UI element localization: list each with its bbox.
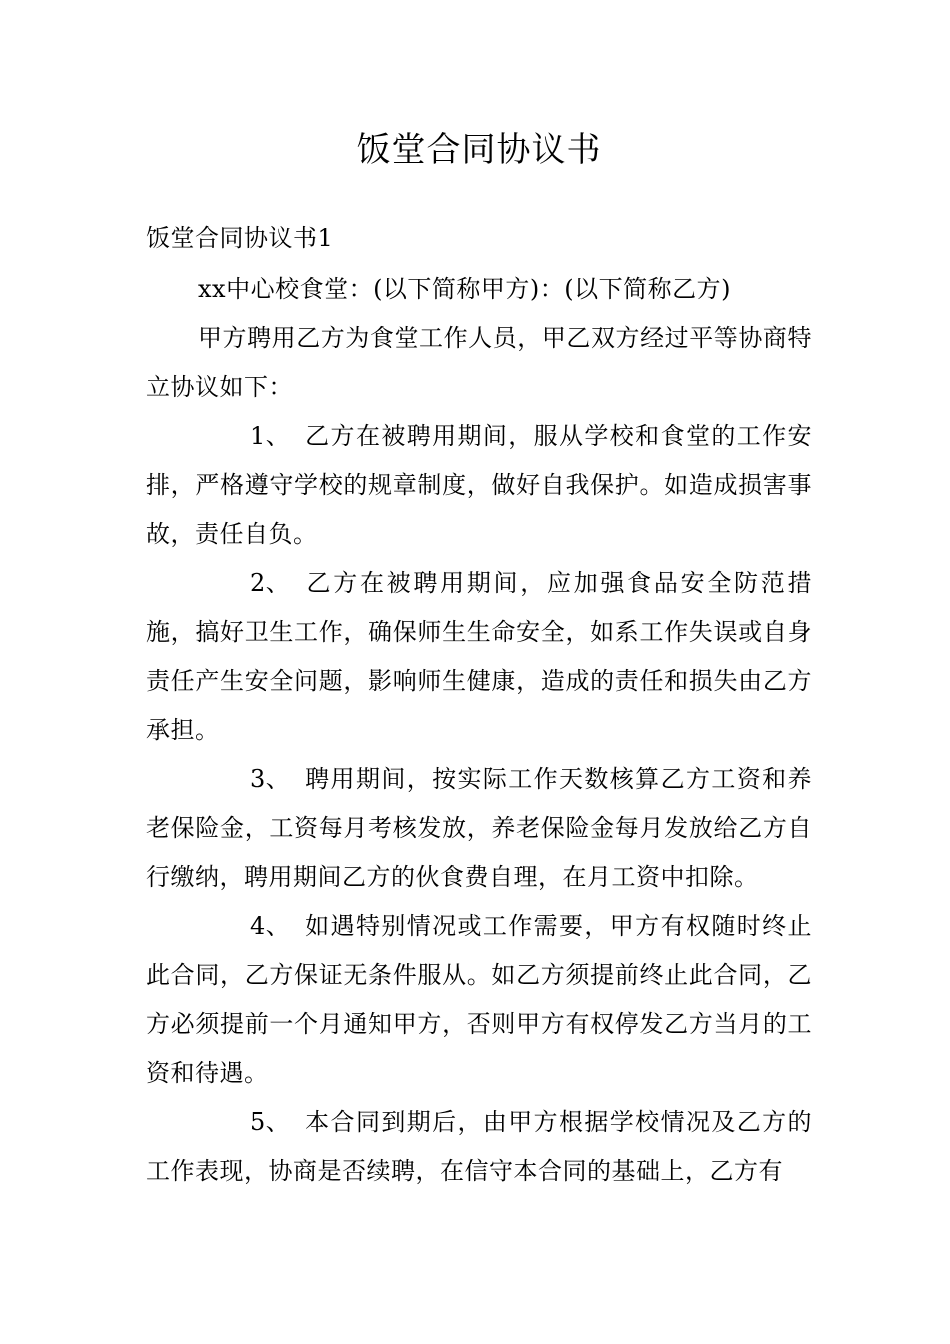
clause-number: 1、 [250, 422, 291, 450]
clause-number: 3、 [250, 765, 291, 793]
clause-text: 乙方在被聘用期间，应加强食品安全防范措施，搞好卫生工作，确保师生生命安全，如系工作失误或自身责任产生安全问题，影响师生健康，造成的责任和损失由乙方承担。 [146, 569, 812, 744]
clause-2 [146, 559, 812, 755]
clause-1 [146, 412, 812, 559]
clause-number: 4、 [250, 912, 291, 940]
intro-paragraph: 甲方聘用乙方为食堂工作人员，甲乙双方经过平等协商特立协议如下： [146, 324, 812, 401]
section-heading: 饭堂合同协议书1 [146, 224, 334, 252]
clause-text: 如遇特别情况或工作需要，甲方有权随时终止此合同，乙方保证无条件服从。如乙方须提前终止此合同，乙方必须提前一个月通知甲方，否则甲方有权停发乙方当月的工资和待遇。 [146, 912, 812, 1087]
clause-4 [146, 902, 812, 1098]
document-body [146, 214, 812, 1196]
clause-text: 聘用期间，按实际工作天数核算乙方工资和养老保险金，工资每月考核发放，养老保险金每月发放给乙方自行缴纳，聘用期间乙方的伙食费自理，在月工资中扣除。 [146, 765, 812, 891]
clause-text: 乙方在被聘用期间，服从学校和食堂的工作安排，严格遵守学校的规章制度，做好自我保护。如造成损害事故，责任自负。 [146, 422, 812, 548]
parties-line: xx中心校食堂：(以下简称甲方)：(以下简称乙方) [198, 275, 732, 303]
clause-number: 2、 [250, 569, 291, 597]
clause-number: 5、 [250, 1108, 291, 1136]
clause-3 [146, 755, 812, 902]
document-title: 饭堂合同协议书 [356, 130, 602, 170]
clause-text: 本合同到期后，由甲方根据学校情况及乙方的工作表现，协商是否续聘，在信守本合同的基础上，乙方有 [146, 1108, 812, 1185]
clause-5 [146, 1098, 812, 1196]
